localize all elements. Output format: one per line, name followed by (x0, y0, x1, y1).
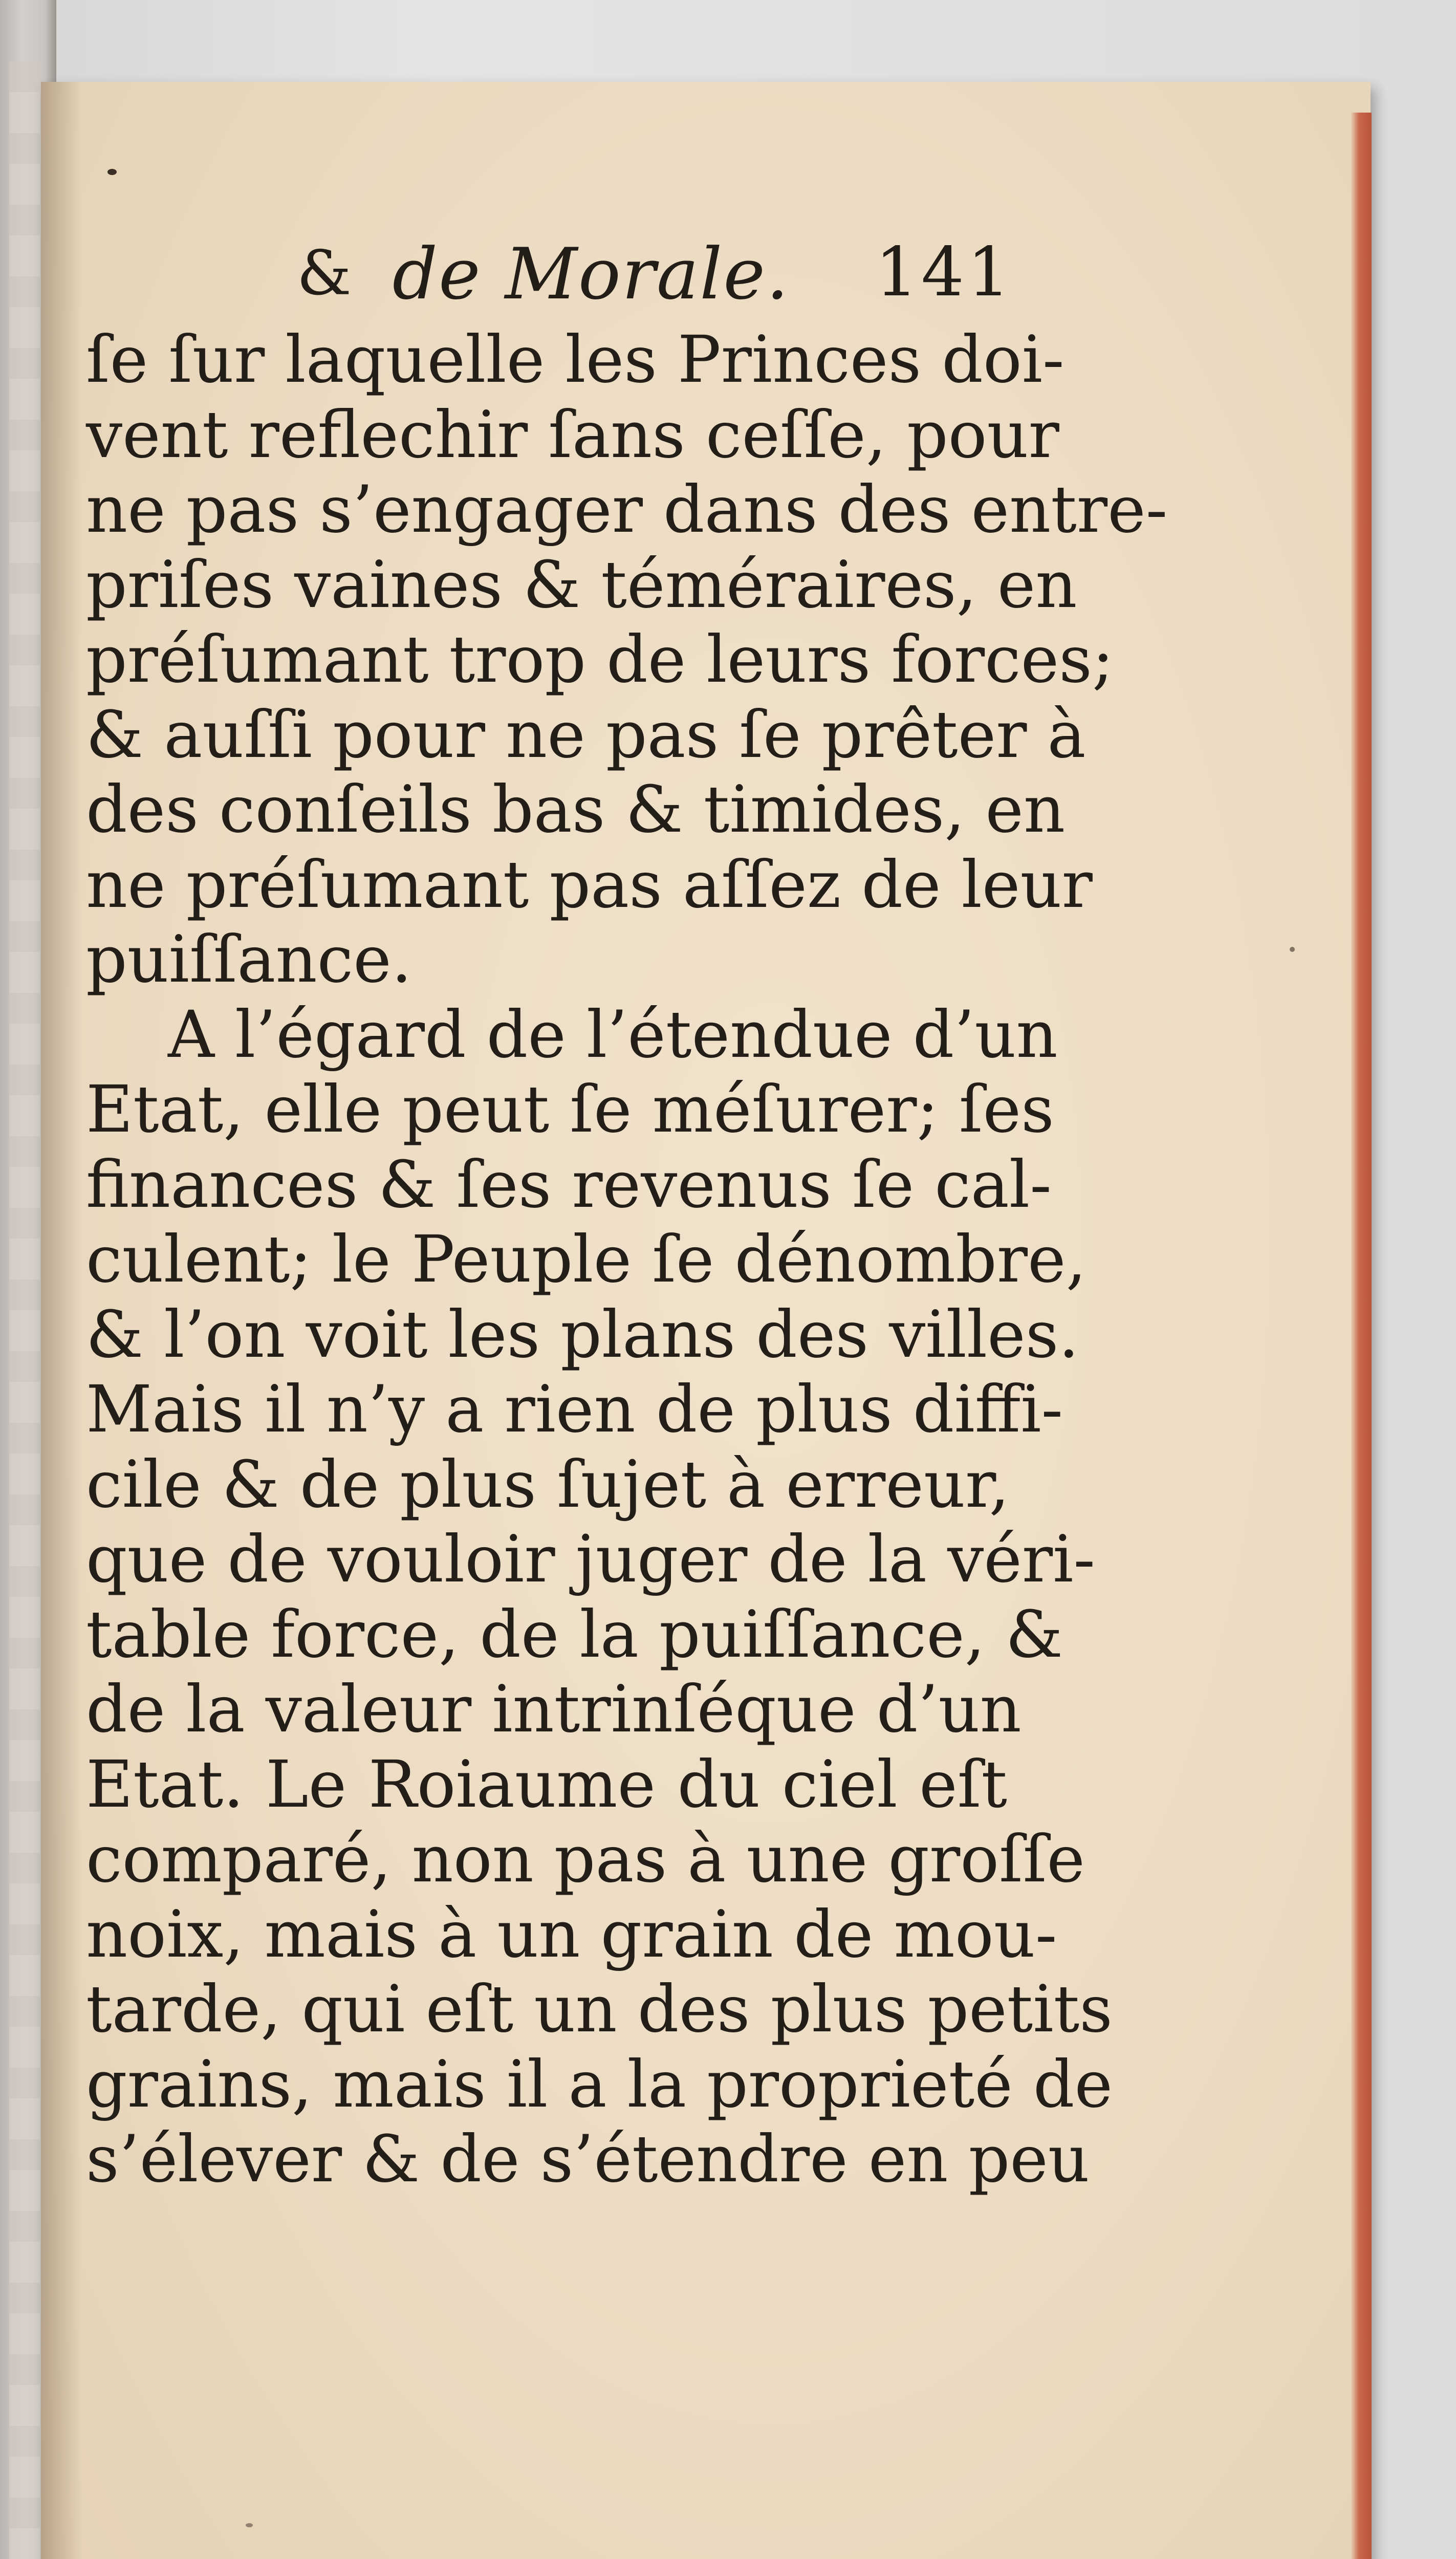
text-line: noix, mais à un grain de mou- (86, 1896, 1057, 1972)
text-line: puiſſance. (86, 922, 412, 997)
text-line: grains, mais il a la proprieté de (86, 2046, 1113, 2122)
text-line: tarde, qui eſt un des plus petits (86, 1971, 1113, 2047)
text-line: ſe ſur laquelle les Princes doi- (86, 322, 1064, 397)
text-line: vent reflechir ſans ceſſe, pour (86, 397, 1059, 472)
text-line: finances & ſes revenus ſe cal- (86, 1146, 1052, 1222)
text-line: cile & de plus ſujet à erreur, (86, 1446, 1010, 1522)
ink-speck (1290, 947, 1295, 952)
text-line: ne préſumant pas aſſez de leur (86, 847, 1093, 922)
text-line: s’élever & de s’étendre en peu (86, 2121, 1090, 2197)
text-line: des conſeils bas & timides, en (86, 772, 1066, 847)
ampersand-ornament: & (297, 238, 352, 309)
text-line: comparé, non pas à une groſſe (86, 1821, 1085, 1897)
text-line: & l’on voit les plans des villes. (86, 1296, 1079, 1372)
running-head-title: de Morale. (392, 233, 790, 315)
ink-speck (246, 2523, 253, 2527)
ink-speck (107, 169, 117, 175)
page-gutter-shadow (41, 82, 82, 2559)
text-line: priſes vaines & téméraires, en (86, 547, 1077, 622)
previous-page-edge (9, 61, 40, 2559)
body-text (86, 322, 1168, 2197)
text-line: ne pas s’engager dans des entre- (86, 472, 1168, 547)
text-line: de la valeur intrinſéque d’un (86, 1672, 1022, 1747)
text-line: que de vouloir juger de la véri- (86, 1522, 1095, 1597)
text-line: Etat, elle peut ſe méſurer; ſes (86, 1072, 1054, 1147)
text-line: Etat. Le Roiaume du ciel eſt (86, 1746, 1007, 1822)
text-line: culent; le Peuple ſe dénombre, (86, 1222, 1086, 1297)
text-line: & auſſi pour ne pas ſe prêter à (86, 697, 1086, 772)
page-number: 141 (875, 233, 1013, 312)
page-edge-right (1351, 113, 1372, 2559)
running-head (297, 233, 1024, 330)
text-line: Mais il n’y a rien de plus diffi- (86, 1372, 1063, 1447)
text-line: préſumant trop de leurs forces; (86, 622, 1114, 697)
text-line: A l’égard de l’étendue d’un (168, 996, 1058, 1072)
text-line: table force, de la puiſſance, & (86, 1596, 1063, 1672)
